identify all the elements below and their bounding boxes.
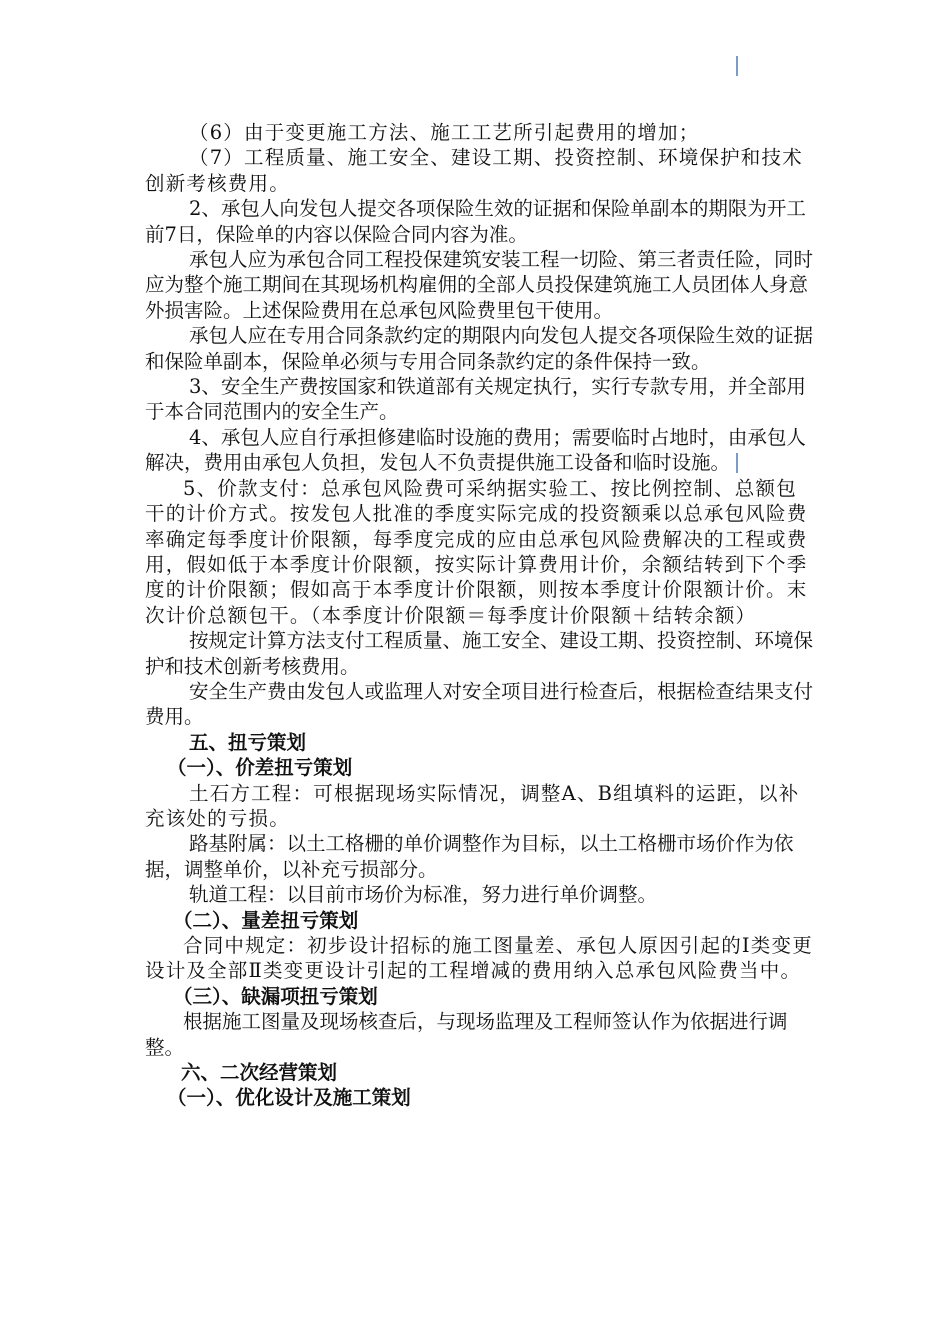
text-cursor-mark	[736, 56, 738, 76]
document-body	[145, 120, 813, 1111]
paragraph: 安全生产费由发包人或监理人对安全项目进行检查后，根据检查结果支付费用。	[145, 679, 814, 729]
section-heading: 五、扭亏策划	[189, 730, 307, 754]
paragraph: 3、安全生产费按国家和铁道部有关规定执行，实行专款专用，并全部用于本合同范围内的安全生产。	[145, 375, 806, 424]
paragraph: 合同中规定：初步设计招标的施工图量差、承包人原因引起的Ⅰ类变更设计及全部Ⅱ类变更设计引起的工程增减的费用纳入总承包风险费当中。	[145, 934, 813, 983]
paragraph: 5、价款支付：总承包风险费可采纳据实验工、按比例控制、总额包干的计价方式。按发包人批准的季度实际完成的投资额乘以总承包风险费率确定每季度计价限额，每季度完成的应由总承包风险费解决的工程或费用，假如低于本季度计价限额，按实际计算费用计价，余额结转到下个季度的计价限额；假如高于本季度计价限额，则按本季度计价限额计价。末次计价总额包干。（本季度计价限额＝每季度计价限额＋结转余额）	[145, 476, 808, 627]
paragraph: 土石方工程：可根据现场实际情况，调整A、B组填料的运距，以补充该处的亏损。	[145, 781, 800, 830]
paragraph: 4、承包人应自行承担修建临时设施的费用；需要临时占地时，由承包人解决，费用由承包人负担，发包人不负责提供施工设备和临时设施。	[145, 425, 806, 475]
section-heading: （三）、缺漏项扭亏策划	[173, 984, 378, 1008]
paragraph: 承包人应为承包合同工程投保建筑安装工程一切险、第三者责任险，同时应为整个施工期间在其现场机构雇佣的全部人员投保建筑施工人员团体人身意外损害险。上述保险费用在总承包风险费里包干使用。	[145, 248, 814, 322]
paragraph: 轨道工程：以目前市场价为标准，努力进行单价调整。	[189, 883, 658, 907]
section-heading: （二）、量差扭亏策划	[173, 908, 359, 932]
section-heading: （一）、优化设计及施工策划	[167, 1086, 411, 1110]
paragraph: （6）由于变更施工方法、施工工艺所引起费用的增加；	[189, 121, 700, 144]
paragraph: 根据施工图量及现场核查后，与现场监理及工程师签认作为依据进行调整。	[145, 1010, 788, 1059]
paragraph: 承包人应在专用合同条款约定的期限内向发包人提交各项保险生效的证据和保险单副本，保险单必须与专用合同条款约定的条件保持一致。	[145, 324, 814, 373]
paragraph: 按规定计算方法支付工程质量、施工安全、建设工期、投资控制、环境保护和技术创新考核费用。	[145, 629, 814, 678]
paragraph: 2、承包人向发包人提交各项保险生效的证据和保险单副本的期限为开工前7日，保险单的内容以保险合同内容为准。	[145, 197, 806, 246]
paragraph: 路基附属：以土工格栅的单价调整作为目标，以土工格栅市场价作为依据，调整单价，以补充亏损部分。	[145, 832, 794, 881]
section-heading: （一）、价差扭亏策划	[167, 756, 353, 780]
section-heading: 六、二次经营策划	[181, 1061, 338, 1085]
paragraph: （7）工程质量、施工安全、建设工期、投资控制、环境保护和技术创新考核费用。	[145, 146, 803, 195]
